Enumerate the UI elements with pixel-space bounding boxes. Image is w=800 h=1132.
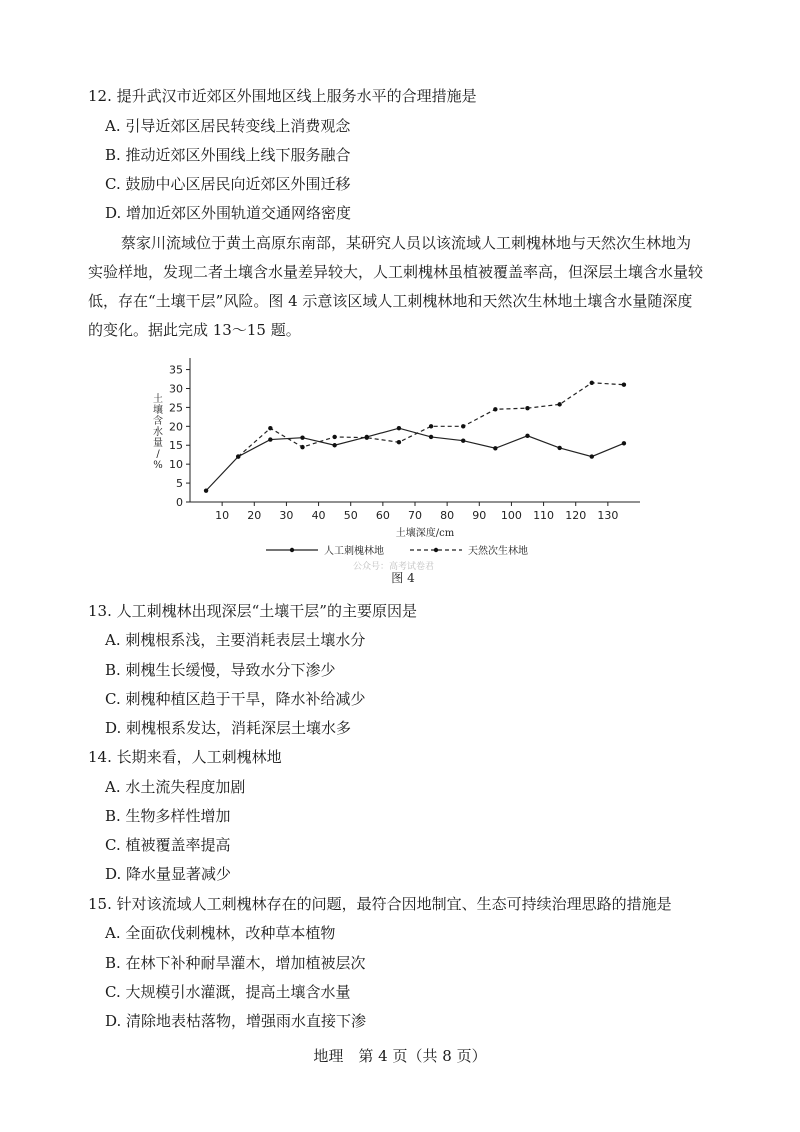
- figure-4-chart: [148, 350, 658, 590]
- question-15-option-d: D. 清除地表枯落物，增强雨水直接下渗: [105, 1012, 367, 1030]
- legend-dashed-marker: [434, 548, 438, 552]
- question-12-stem: 12. 提升武汉市近郊区外围地区线上服务水平的合理措施是: [88, 87, 477, 105]
- figure-caption: 图 4: [391, 571, 415, 585]
- data-point: [268, 437, 272, 441]
- series-line-1: [206, 428, 624, 490]
- x-tick-label: 130: [597, 509, 619, 522]
- y-tick-label: 10: [169, 458, 183, 472]
- x-tick-label: 30: [279, 509, 294, 522]
- legend-label-1: 人工刺槐林地: [324, 546, 384, 557]
- data-point: [590, 381, 594, 385]
- question-15-stem: 15. 针对该流域人工刺槐林存在的问题，最符合因地制宜、生态可持续治理思路的措施是: [88, 895, 672, 913]
- data-point: [461, 439, 465, 443]
- y-tick-label: 5: [176, 477, 183, 491]
- data-point: [236, 454, 240, 458]
- passage-line-4: 的变化。据此完成 13～15 题。: [88, 321, 301, 339]
- question-13-stem: 13. 人工刺槐林出现深层“土壤干层”的主要原因是: [88, 602, 417, 620]
- x-axis-label: 土壤深度/cm: [395, 528, 455, 539]
- data-point: [525, 434, 529, 438]
- chart-legend: [266, 544, 528, 557]
- data-point: [332, 435, 336, 439]
- watermark-text: 公众号：高考试卷君: [353, 562, 435, 572]
- x-tick-label: 40: [311, 509, 326, 522]
- data-point: [332, 443, 336, 447]
- line-chart-svg: [148, 350, 658, 590]
- chart-series: [204, 381, 626, 493]
- data-point: [493, 407, 497, 411]
- page-footer: 地理 第 4 页（共 8 页）: [313, 1047, 487, 1065]
- series-line-2: [238, 383, 624, 457]
- data-point: [525, 406, 529, 410]
- question-13-option-a: A. 刺槐根系浅，主要消耗表层土壤水分: [105, 631, 366, 649]
- question-13-option-c: C. 刺槐种植区趋于干旱，降水补给减少: [105, 690, 366, 708]
- y-tick-label: 20: [169, 420, 183, 434]
- passage-line-1: 蔡家川流域位于黄土高原东南部，某研究人员以该流域人工刺槐林地与天然次生林地为: [121, 234, 692, 252]
- question-12-option-c: C. 鼓励中心区居民向近郊区外围迁移: [105, 175, 351, 193]
- x-tick-label: 20: [247, 509, 262, 522]
- chart-axes: [153, 358, 640, 539]
- data-point: [300, 435, 304, 439]
- data-point: [622, 383, 626, 387]
- data-point: [557, 446, 561, 450]
- question-14-option-d: D. 降水量显著减少: [105, 865, 232, 883]
- data-point: [429, 435, 433, 439]
- x-tick-label: 60: [375, 509, 390, 522]
- x-tick-label: 70: [408, 509, 422, 522]
- y-tick-label: 25: [169, 401, 183, 415]
- question-15-option-c: C. 大规模引水灌溉，提高土壤含水量: [105, 983, 351, 1001]
- data-point: [204, 488, 208, 492]
- passage-line-2: 实验样地，发现二者土壤含水量差异较大，人工刺槐林虽植被覆盖率高，但深层土壤含水量较: [88, 263, 704, 281]
- legend-label-2: 天然次生林地: [468, 546, 528, 557]
- x-tick-label: 10: [215, 509, 230, 522]
- question-15-option-a: A. 全面砍伐刺槐林，改种草本植物: [105, 924, 336, 942]
- legend-solid-marker: [290, 548, 294, 552]
- question-14-option-b: B. 生物多样性增加: [105, 807, 231, 825]
- question-12-option-a: A. 引导近郊区居民转变线上消费观念: [105, 117, 351, 135]
- y-tick-label: 35: [169, 363, 183, 377]
- data-point: [622, 441, 626, 445]
- question-12-option-b: B. 推动近郊区外围线上线下服务融合: [105, 146, 351, 164]
- data-point: [300, 445, 304, 449]
- data-point: [590, 454, 594, 458]
- x-tick-label: 120: [565, 509, 587, 522]
- data-point: [397, 440, 401, 444]
- question-13-option-b: B. 刺槐生长缓慢，导致水分下渗少: [105, 661, 336, 679]
- data-point: [429, 424, 433, 428]
- x-tick-label: 100: [500, 509, 522, 522]
- data-point: [557, 402, 561, 406]
- passage-line-3: 低，存在“土壤干层”风险。图 4 示意该区域人工刺槐林地和天然次生林地土壤含水量随深度: [88, 292, 693, 310]
- y-tick-label: 0: [176, 496, 183, 509]
- x-tick-label: 90: [472, 509, 487, 522]
- question-14-option-a: A. 水土流失程度加剧: [105, 778, 246, 796]
- data-point: [365, 435, 369, 439]
- question-14-stem: 14. 长期来看，人工刺槐林地: [88, 748, 282, 766]
- question-13-option-d: D. 刺槐根系发达，消耗深层土壤水多: [105, 719, 352, 737]
- data-point: [397, 426, 401, 430]
- question-12-option-d: D. 增加近郊区外围轨道交通网络密度: [105, 204, 352, 222]
- x-tick-label: 80: [440, 509, 455, 522]
- y-tick-label: 15: [169, 439, 183, 453]
- y-axis-label: 土壤含水量/ %: [153, 394, 163, 471]
- x-tick-label: 50: [343, 509, 358, 522]
- x-tick-label: 110: [533, 509, 555, 522]
- data-point: [493, 446, 497, 450]
- data-point: [268, 426, 272, 430]
- data-point: [461, 424, 465, 428]
- y-tick-label: 30: [169, 382, 183, 396]
- question-14-option-c: C. 植被覆盖率提高: [105, 836, 231, 854]
- question-15-option-b: B. 在林下补种耐旱灌木，增加植被层次: [105, 954, 366, 972]
